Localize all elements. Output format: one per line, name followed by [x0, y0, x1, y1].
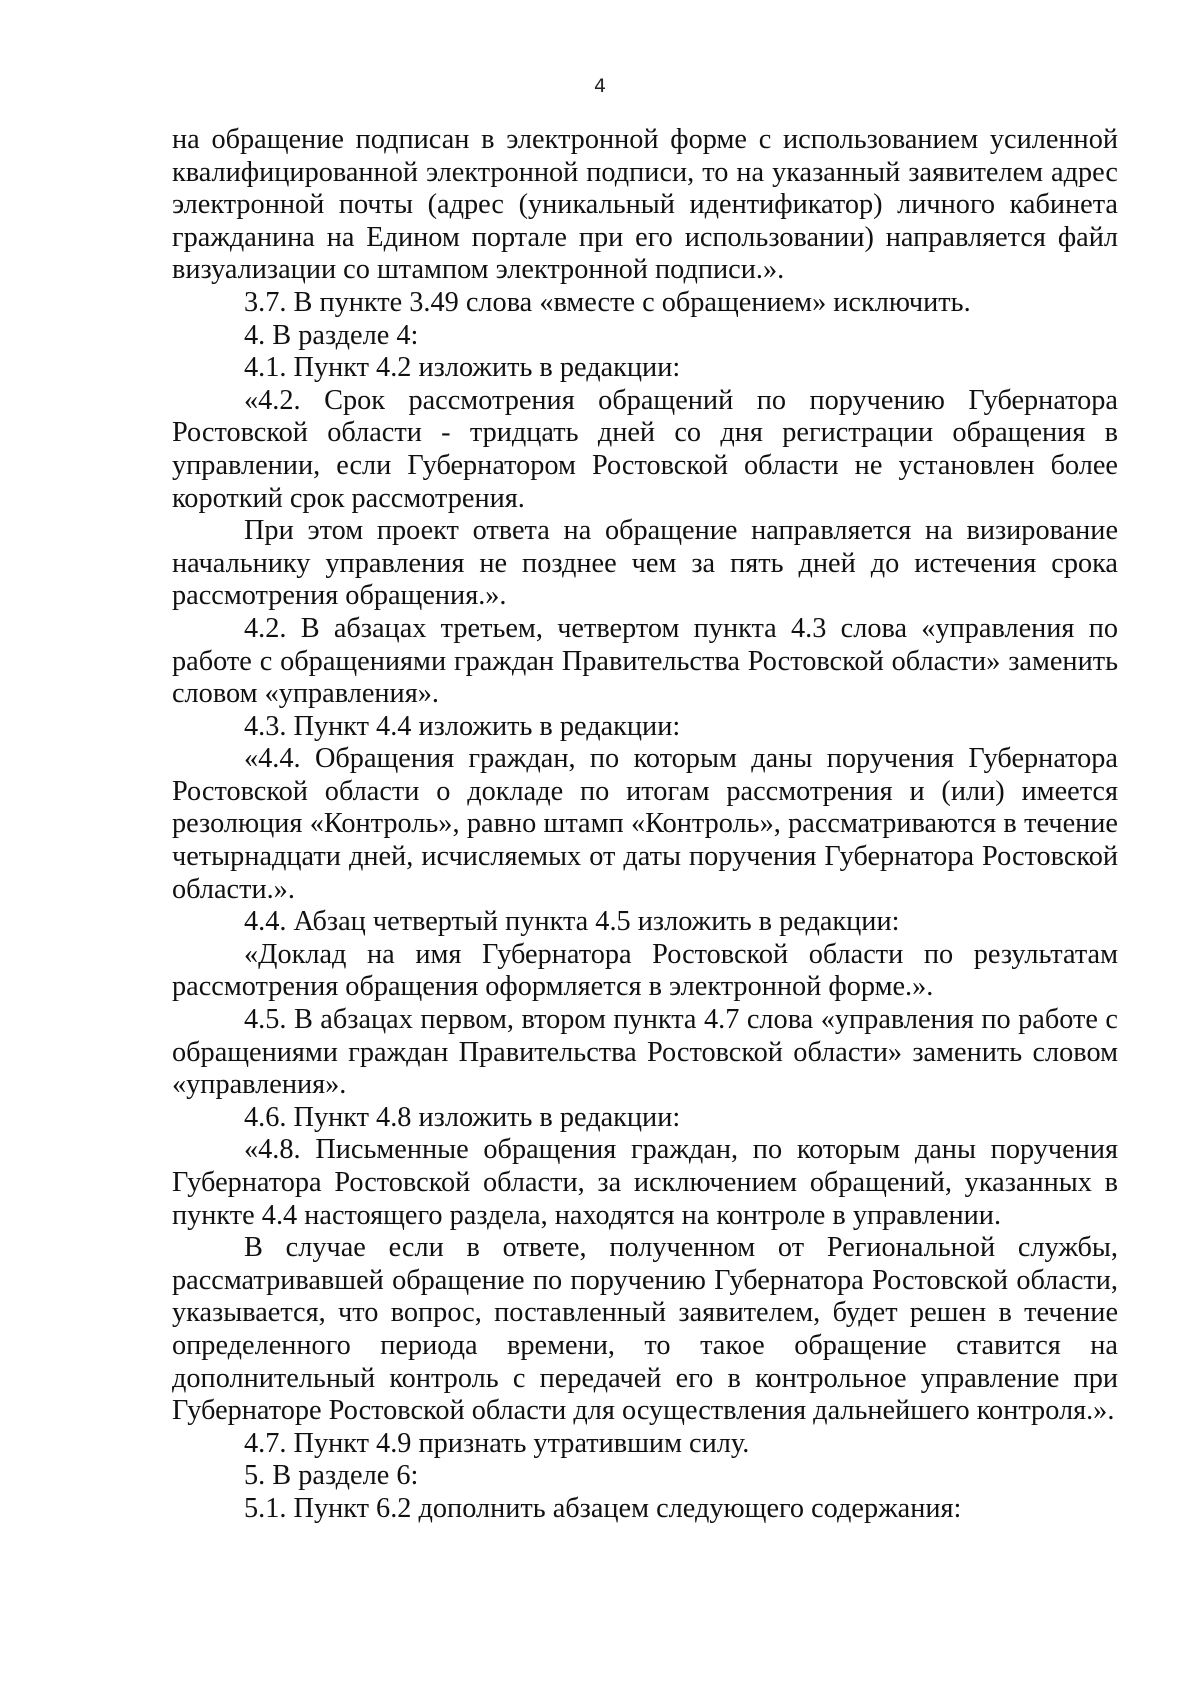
paragraph-quote-report: «Доклад на имя Губернатора Ростовской области по результатам рассмотрения обращения оформляется в электронной форме.».	[172, 938, 1118, 1003]
paragraph-item-4-4: 4.4. Абзац четвертый пункта 4.5 изложить в редакции:	[244, 906, 900, 938]
paragraph-quote-4-4: «4.4. Обращения граждан, по которым даны поручения Губернатора Ростовской области о докладе по итогам рассмотрения и (или) имеется резолюция «Контроль», равно штамп «Контроль», рассматриваются в течение четырнадцати дней, исчисляемых от даты поручения Губернатора Ростовской области.».	[172, 743, 1118, 905]
paragraph-item-4-7: 4.7. Пункт 4.9 признать утратившим силу.	[244, 1427, 750, 1459]
paragraph-quote-4-2: «4.2. Срок рассмотрения обращений по поручению Губернатора Ростовской области - тридцать дней со дня регистрации обращения в управлении, если Губернатором Ростовской области не установлен более короткий срок рассмотрения.	[172, 384, 1118, 514]
paragraph-section-4: 4. В разделе 4:	[244, 319, 419, 351]
paragraph-item-5-1: 5.1. Пункт 6.2 дополнить абзацем следующего содержания:	[244, 1492, 962, 1524]
paragraph-continuation: на обращение подписан в электронной форме с использованием усиленной квалифицированной электронной подписи, то на указанный заявителем адрес электронной почты (адрес (уникальный идентификатор) личного кабинета гражданина на Едином портале при его использовании) направляется файл визуализации со штампом электронной подписи.».	[172, 124, 1118, 286]
paragraph-item-4-2: 4.2. В абзацах третьем, четвертом пункта 4.3 слова «управления по работе с обращениями граждан Правительства Ростовской области» заменить словом «управления».	[172, 612, 1118, 710]
paragraph-section-5: 5. В разделе 6:	[244, 1460, 419, 1492]
paragraph-item-4-1: 4.1. Пункт 4.2 изложить в редакции:	[244, 352, 681, 384]
paragraph-quote-4-8: «4.8. Письменные обращения граждан, по которым даны поручения Губернатора Ростовской области, за исключением обращений, указанных в пункте 4.4 настоящего раздела, находятся на контроле в управлении.	[172, 1134, 1118, 1231]
page-number: 4	[593, 75, 607, 97]
paragraph-quote-4-2-continued: При этом проект ответа на обращение направляется на визирование начальнику управления не позднее чем за пять дней до истечения срока рассмотрения обращения.».	[172, 515, 1118, 612]
paragraph-item-4-3: 4.3. Пункт 4.4 изложить в редакции:	[244, 710, 681, 742]
document-body	[172, 124, 1118, 1526]
paragraph-item-3-7: 3.7. В пункте 3.49 слова «вместе с обращением» исключить.	[244, 286, 971, 318]
paragraph-quote-4-8-continued: В случае если в ответе, полученном от Региональной службы, рассматривавшей обращение по поручению Губернатора Ростовской области, указывается, что вопрос, поставленный заявителем, будет решен в течение определенного периода времени, то такое обращение ставится на дополнительный контроль с передачей его в контрольное управление при Губернаторе Ростовской области для осуществления дальнейшего контроля.».	[172, 1232, 1118, 1427]
paragraph-item-4-6: 4.6. Пункт 4.8 изложить в редакции:	[244, 1101, 681, 1133]
paragraph-item-4-5: 4.5. В абзацах первом, втором пункта 4.7 слова «управления по работе с обращениями граждан Правительства Ростовской области» заменить словом «управления».	[172, 1004, 1118, 1101]
